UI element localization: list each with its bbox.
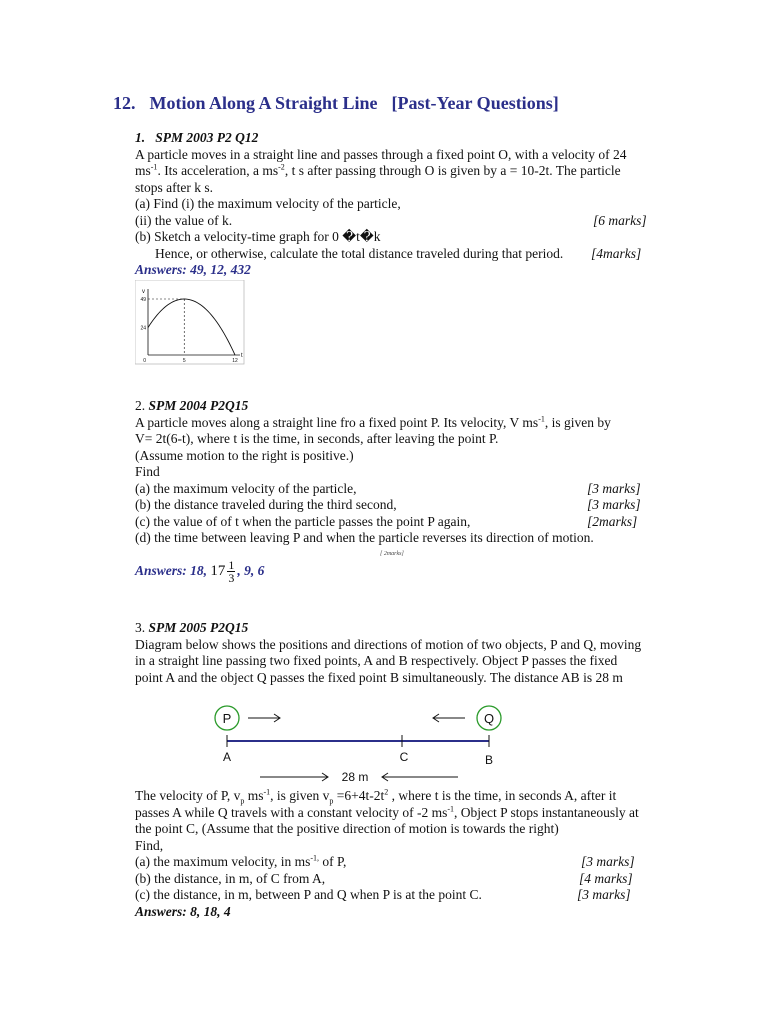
- q2-marks-a: [3 marks]: [587, 480, 641, 496]
- q1-line-3: stops after k s.: [135, 179, 213, 195]
- q3-part-a: (a) the maximum velocity, in $ms^{-1,}$ of P, [3 marks]: [135, 853, 635, 869]
- q1-part-a-ii: (ii) the value of k. [6 marks]: [135, 212, 647, 228]
- q3-find: Find,: [135, 837, 164, 853]
- question-3-continued: [135, 788, 655, 920]
- q2-part-d: (d) the time between leaving P and when the particle reverses its direction of motion.: [135, 530, 594, 545]
- q2-line-1: A particle moves along a straight line fro a fixed point P. Its velocity, V $ms^{-1}$, is given by: [135, 414, 611, 430]
- question-1-heading: 1. SPM 2003 P2 Q12: [135, 130, 259, 145]
- q3-part-b: (b) the distance, in m, of C from A, [4 marks]: [135, 870, 633, 886]
- page-title: [113, 93, 573, 114]
- q3-marks-b: [4 marks]: [579, 870, 633, 886]
- velocity-time-graph: [135, 280, 245, 365]
- q1-part-b-2: Hence, or otherwise, calculate the total distance traveled during that period. [4marks]: [155, 245, 642, 261]
- q1-line-2: $ms^{-1}$. Its acceleration, a $ms^{-2}$, t s after passing through O is given by a = 10-2t. The particle: [135, 162, 621, 178]
- label-p: P: [222, 711, 232, 726]
- q2-marks-c: [2marks]: [587, 513, 638, 529]
- q3-marks-a: [3 marks]: [581, 854, 635, 869]
- q3-velocity-line-1: The velocity of P, $v_p$ $ms^{-1}$, is given $v_p =6+4t-2t^2$ , where t is the time, in seconds A, after it: [135, 787, 617, 806]
- q1-answers: Answers: 49, 12, 432: [135, 262, 251, 277]
- question-2-heading: 2. SPM 2004 P2Q15: [135, 398, 249, 413]
- chapter-title: Motion Along A Straight Line: [149, 93, 378, 113]
- q2-part-b: (b) the distance traveled during the third second, [3 marks]: [135, 497, 641, 512]
- q2-part-c: (c) the value of of t when the particle passes the point P again, [2marks]: [135, 513, 638, 529]
- q1-line-1: A particle moves in a straight line and passes through a fixed point O, with a velocity of 24: [135, 146, 627, 162]
- q3-velocity-line-3: the point C, (Assume that the positive direction of motion is towards the right): [135, 821, 559, 836]
- q1-marks-a: [6 marks]: [593, 212, 647, 228]
- x-tick-label: 12: [232, 358, 238, 364]
- question-3: [135, 620, 655, 686]
- y-tick-label: 24: [140, 325, 146, 332]
- q3-line-2: in a straight line passing two fixed points, A and B respectively. Object P passes the fixed: [135, 653, 618, 668]
- q2-line-3: (Assume motion to the right is positive.): [135, 447, 354, 463]
- question-1: [135, 130, 655, 279]
- y-axis-label: v: [142, 289, 145, 295]
- fraction: $\frac{1}{3}$: [228, 557, 235, 585]
- distance-label: 28 m: [341, 770, 369, 784]
- q2-line-2: V= 2t(6-t), where t is the time, in seconds, after leaving the point P.: [135, 431, 499, 446]
- q3-line-1: Diagram below shows the positions and directions of motion of two objects, P and Q, moving: [135, 636, 642, 652]
- q3-marks-c: [3 marks]: [577, 887, 631, 902]
- q2-marks-d: [ 2marks]: [380, 551, 404, 557]
- q3-velocity-line-2: passes A while Q travels with a constant velocity of -2 $ms^{-1}$, Object P stops instantaneously at: [135, 804, 639, 820]
- q2-part-a: (a) the maximum velocity of the particle, [3 marks]: [135, 480, 641, 496]
- q2-marks-b: [3 marks]: [587, 497, 641, 512]
- chapter-tag: [Past-Year Questions]: [391, 93, 559, 113]
- chapter-number: 12.: [113, 93, 136, 113]
- motion-diagram: [200, 700, 520, 790]
- question-2: [135, 398, 655, 583]
- q2-answers: Answers: 18, 17 $\frac{1}{3}$ , 9, 6: [135, 557, 265, 585]
- label-b: B: [484, 753, 494, 767]
- label-q: Q: [483, 711, 495, 726]
- origin-label: 0: [143, 358, 146, 364]
- q3-line-3: point A and the object Q passes the fixed point B simultaneously. The distance AB is 28 m: [135, 669, 623, 685]
- q1-part-b: (b) Sketch a velocity-time graph for 0 �t�k: [135, 229, 381, 244]
- label-c: C: [399, 750, 409, 764]
- q3-answers: Answers: 8, 18, 4: [135, 903, 231, 919]
- q2-line-4: Find: [135, 464, 160, 479]
- label-a: A: [222, 750, 232, 764]
- x-axis-label: t: [241, 353, 243, 359]
- x-tick-label: 5: [182, 358, 186, 364]
- question-3-heading: 3. SPM 2005 P2Q15: [135, 620, 249, 635]
- y-tick-label: 49: [140, 297, 146, 303]
- q1-part-a: (a) Find (i) the maximum velocity of the particle,: [135, 196, 401, 211]
- q1-marks-b: [4marks]: [591, 245, 642, 261]
- q3-part-c: (c) the distance, in m, between P and Q when P is at the point C. [3 marks]: [135, 887, 631, 902]
